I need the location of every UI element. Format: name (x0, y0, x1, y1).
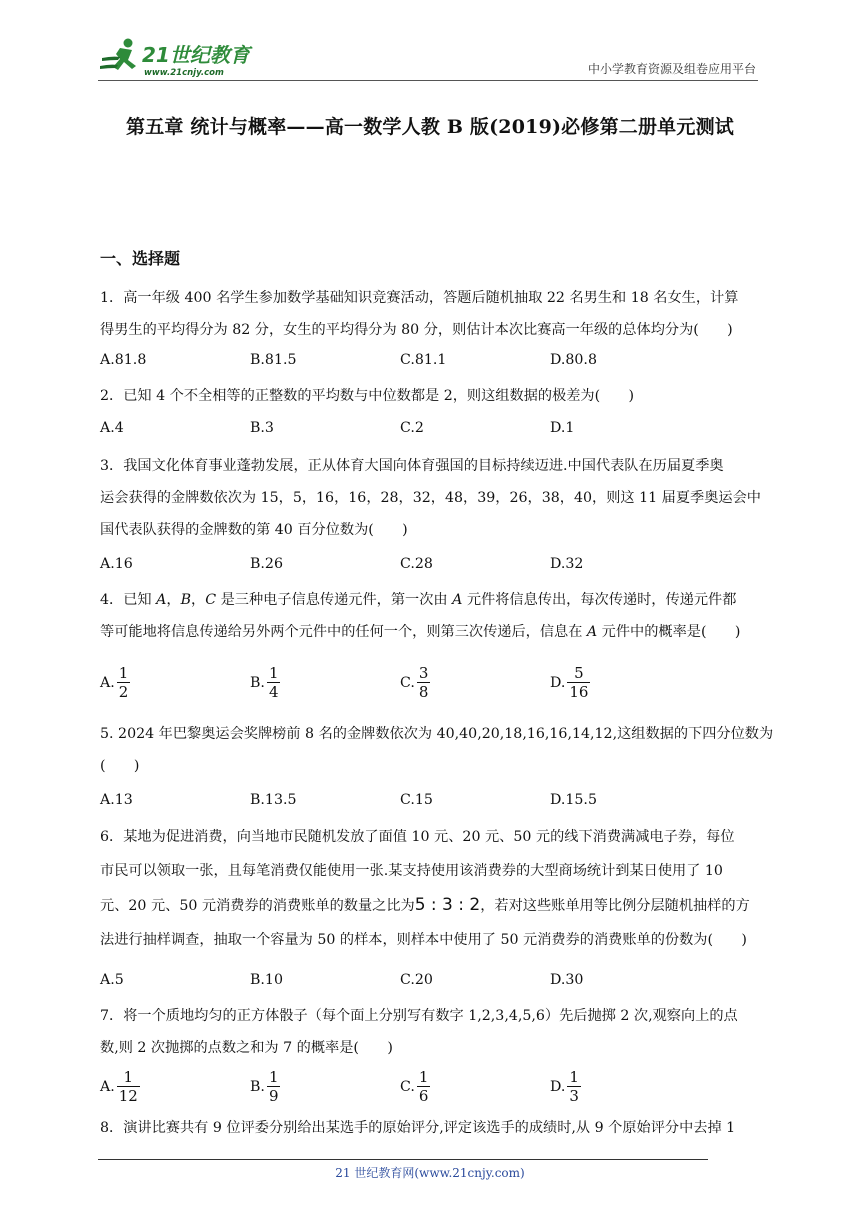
question-text: 7．将一个质地均匀的正方体骰子（每个面上分别写有数字 1,2,3,4,5,6）先后抛掷 2 次,观察向上的点 (100, 1008, 738, 1024)
ratio-value: 5 : 3 : 2 (414, 895, 481, 915)
options-3 (100, 556, 768, 580)
option-c: C.81.1 (400, 352, 447, 368)
question-text: 国代表队获得的金牌数的第 40 百分位数为( ) (100, 522, 408, 538)
section-heading: 一、选择题 (100, 249, 181, 268)
question-1 (100, 282, 768, 346)
option-d: D.80.8 (550, 352, 597, 368)
question-5 (100, 718, 774, 782)
option-b: B. $\frac{1}{4}$ (250, 664, 279, 701)
question-text: 元、20 元、50 元消费券的消费账单的数量之比为5 : 3 : 2，若对这些账单用等比例分层随机抽样的方 (100, 895, 750, 915)
options-1 (100, 352, 768, 376)
question-4 (100, 584, 768, 648)
question-text: 数,则 2 次抛掷的点数之和为 7 的概率是( ) (100, 1040, 393, 1056)
option-d: D.1 (550, 420, 575, 436)
question-text: ( ) (100, 758, 140, 774)
footer-divider (98, 1159, 708, 1160)
option-d: D.15.5 (550, 792, 597, 808)
option-a: A.5 (100, 972, 124, 988)
platform-name: 中小学教育资源及组卷应用平台 (587, 62, 756, 76)
option-b: B. $\frac{1}{9}$ (250, 1068, 279, 1105)
options-6 (100, 972, 768, 996)
option-a: A. $\frac{1}{2}$ (100, 664, 129, 701)
option-c: C.2 (400, 420, 424, 436)
option-a: A.13 (100, 792, 133, 808)
page-header (98, 36, 758, 80)
question-8 (100, 1112, 768, 1144)
option-c: C.15 (400, 792, 433, 808)
option-a: A.81.8 (100, 352, 147, 368)
option-b: B.26 (250, 556, 283, 572)
question-3 (100, 450, 768, 546)
options-4 (100, 664, 768, 708)
question-text: 2．已知 4 个不全相等的正整数的平均数与中位数都是 2，则这组数据的极差为( ) (100, 388, 635, 404)
question-text: 8．演讲比赛共有 9 位评委分别给出某选手的原始评分,评定该选手的成绩时,从 9 个原始评分中去掉 1 (100, 1120, 736, 1136)
options-2 (100, 420, 768, 444)
question-text: 4．已知 A，B，C 是三种电子信息传递元件，第一次由 A 元件将信息传出，每次传递时，传递元件都 (100, 592, 737, 608)
question-2 (100, 380, 768, 412)
question-text: 5. 2024 年巴黎奥运会奖牌榜前 8 名的金牌数依次为 40,40,20,18,16,16,14,12,这组数据的下四分位数为 (100, 726, 774, 742)
option-c: C. $\frac{3}{8}$ (400, 664, 429, 701)
option-b: B.3 (250, 420, 274, 436)
option-d: D. $\frac{1}{3}$ (550, 1068, 579, 1105)
question-text: 得男生的平均得分为 82 分，女生的平均得分为 80 分，则估计本次比赛高一年级的总体均分为( ) (100, 322, 733, 338)
option-d: D.32 (550, 556, 584, 572)
option-b: B.81.5 (250, 352, 297, 368)
option-c: C.28 (400, 556, 433, 572)
logo-21cnjy-icon (98, 36, 278, 80)
option-d: D.30 (550, 972, 584, 988)
option-a: A. $\frac{1}{12}$ (100, 1068, 138, 1105)
question-text: 运会获得的金牌数依次为 15，5，16，16，28，32，48，39，26，38，40，则这 11 届夏季奥运会中 (100, 490, 761, 506)
option-d: D. $\frac{5}{16}$ (550, 664, 589, 701)
logo-url: www.21cnjy.com (144, 68, 224, 78)
option-b: B.10 (250, 972, 283, 988)
question-6 (100, 820, 768, 957)
question-text: 等可能地将信息传递给另外两个元件中的任何一个，则第三次传递后，信息在 A 元件中的概率是( ) (100, 624, 741, 640)
page-title: 第五章 统计与概率——高一数学人教 B 版(2019)必修第二册单元测试 (126, 116, 734, 138)
options-7 (100, 1068, 768, 1112)
question-text: 1．高一年级 400 名学生参加数学基础知识竞赛活动，答题后随机抽取 22 名男生和 18 名女生，计算 (100, 290, 739, 306)
option-b: B.13.5 (250, 792, 297, 808)
question-7 (100, 1000, 768, 1064)
question-text: 市民可以领取一张，且每笔消费仅能使用一张.某支持使用该消费券的大型商场统计到某日使用了 10 (100, 863, 723, 879)
option-c: C.20 (400, 972, 433, 988)
options-5 (100, 792, 768, 816)
logo-text: 21世纪教育 (142, 43, 250, 67)
question-text: 法进行抽样调查，抽取一个容量为 50 的样本，则样本中使用了 50 元消费券的消费账单的份数为( ) (100, 932, 747, 948)
option-a: A.16 (100, 556, 133, 572)
footer-link[interactable]: 21 世纪教育网(www.21cnjy.com) (335, 1166, 525, 1180)
question-text: 6．某地为促进消费，向当地市民随机发放了面值 10 元、20 元、50 元的线下消费满减电子券，每位 (100, 829, 735, 845)
option-c: C. $\frac{1}{6}$ (400, 1068, 429, 1105)
header-divider (98, 80, 758, 81)
question-text: 3．我国文化体育事业蓬勃发展，正从体育大国向体育强国的目标持续迈进.中国代表队在历届夏季奥 (100, 458, 724, 474)
option-a: A.4 (100, 420, 124, 436)
